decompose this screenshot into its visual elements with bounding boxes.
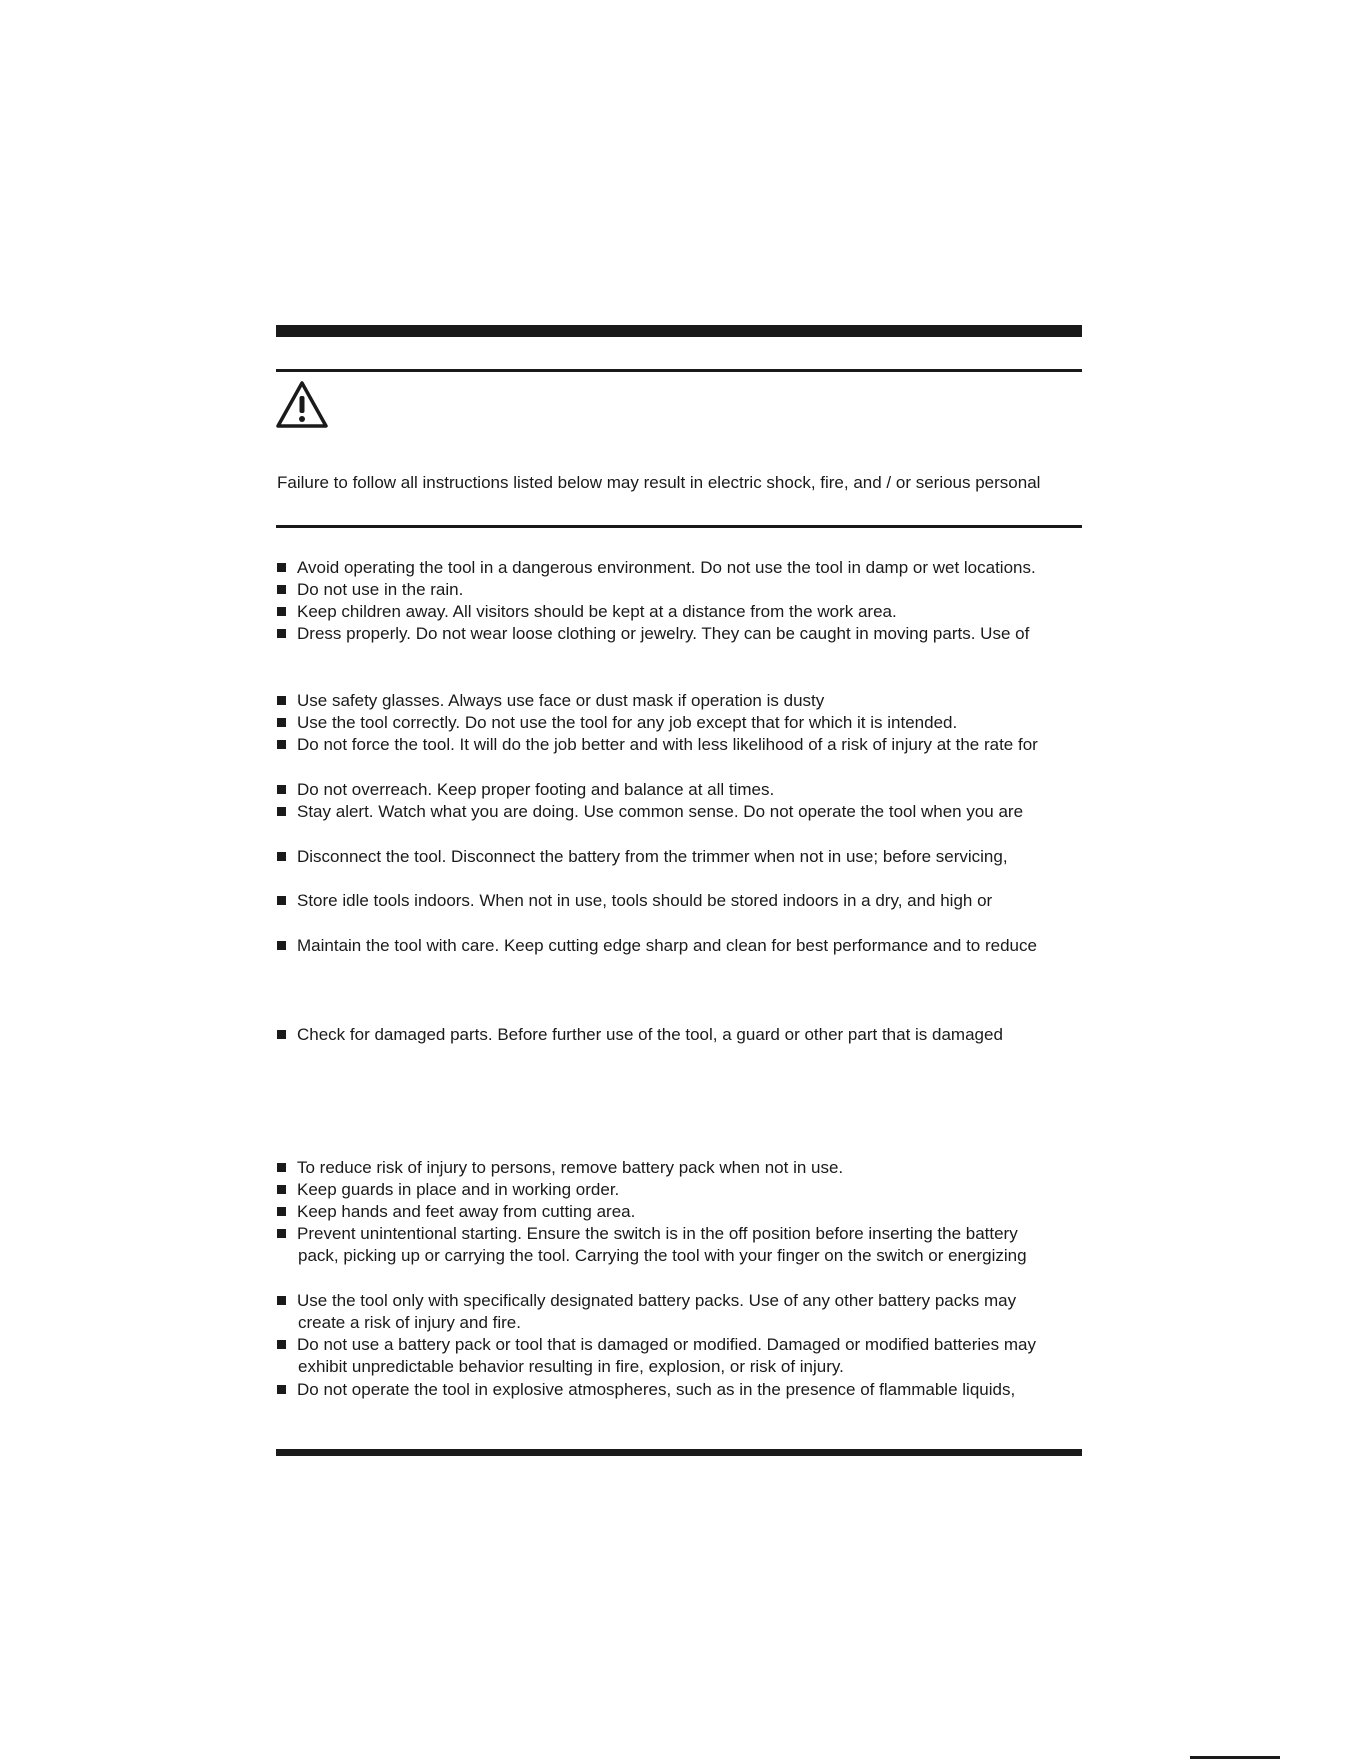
list-item: Avoid operating the tool in a dangerous environment. Do not use the tool in damp or wet locations.: [277, 557, 1036, 579]
list-item-continuation: pack, picking up or carrying the tool. Carrying the tool with your finger on the switch or energizing: [298, 1246, 1027, 1265]
list-item: Keep guards in place and in working order.: [277, 1179, 619, 1201]
list-item: To reduce risk of injury to persons, remove battery pack when not in use.: [277, 1157, 843, 1179]
footer-rule: [276, 1449, 1082, 1456]
list-item: Do not use a battery pack or tool that is damaged or modified. Damaged or modified batteries may: [277, 1334, 1036, 1356]
list-item-continuation: exhibit unpredictable behavior resulting in fire, explosion, or risk of injury.: [298, 1357, 844, 1376]
bullet-icon: [277, 852, 286, 861]
bullet-icon: [277, 1229, 286, 1238]
list-item: Maintain the tool with care. Keep cutting edge sharp and clean for best performance and to reduce: [277, 935, 1037, 957]
bullet-icon: [277, 896, 286, 905]
warning-triangle-icon: [275, 380, 329, 430]
intro-warning-text: Failure to follow all instructions listed below may result in electric shock, fire, and / or serious personal: [277, 473, 1041, 492]
list-item: Do not overreach. Keep proper footing and balance at all times.: [277, 779, 774, 801]
bullet-icon: [277, 563, 286, 572]
list-item: Do not operate the tool in explosive atmospheres, such as in the presence of flammable liquids,: [277, 1379, 1015, 1401]
bullet-icon: [277, 1207, 286, 1216]
bullet-icon: [277, 607, 286, 616]
bullet-icon: [277, 941, 286, 950]
list-item: Do not force the tool. It will do the job better and with less likelihood of a risk of injury at the rate for: [277, 734, 1038, 756]
bullet-icon: [277, 740, 286, 749]
header-rule-thin: [276, 369, 1082, 372]
list-item: Keep children away. All visitors should be kept at a distance from the work area.: [277, 601, 897, 623]
bullet-icon: [277, 1185, 286, 1194]
bullet-icon: [277, 1030, 286, 1039]
list-item-continuation: create a risk of injury and fire.: [298, 1313, 521, 1332]
page-edge-mark: [1190, 1756, 1280, 1759]
list-item: Do not use in the rain.: [277, 579, 463, 601]
bullet-icon: [277, 1340, 286, 1349]
bullet-icon: [277, 718, 286, 727]
list-item: Use the tool only with specifically designated battery packs. Use of any other battery packs may: [277, 1290, 1016, 1312]
list-item: Use safety glasses. Always use face or dust mask if operation is dusty: [277, 690, 824, 712]
bullet-icon: [277, 785, 286, 794]
list-item: Disconnect the tool. Disconnect the battery from the trimmer when not in use; before servicing,: [277, 846, 1008, 868]
list-item: Keep hands and feet away from cutting area.: [277, 1201, 635, 1223]
list-item: Prevent unintentional starting. Ensure the switch is in the off position before inserting the battery: [277, 1223, 1018, 1245]
bullet-icon: [277, 585, 286, 594]
bullet-icon: [277, 1385, 286, 1394]
list-item: Store idle tools indoors. When not in use, tools should be stored indoors in a dry, and high or: [277, 890, 992, 912]
list-item: Use the tool correctly. Do not use the tool for any job except that for which it is intended.: [277, 712, 957, 734]
bullet-icon: [277, 1163, 286, 1172]
list-item: Stay alert. Watch what you are doing. Use common sense. Do not operate the tool when you are: [277, 801, 1023, 823]
bullet-icon: [277, 807, 286, 816]
list-item: Dress properly. Do not wear loose clothing or jewelry. They can be caught in moving parts. Use of: [277, 623, 1029, 645]
section-rule: [276, 525, 1082, 528]
header-rule-thick: [276, 325, 1082, 337]
bullet-icon: [277, 696, 286, 705]
bullet-icon: [277, 629, 286, 638]
list-item: Check for damaged parts. Before further use of the tool, a guard or other part that is damaged: [277, 1024, 1003, 1046]
bullet-icon: [277, 1296, 286, 1305]
